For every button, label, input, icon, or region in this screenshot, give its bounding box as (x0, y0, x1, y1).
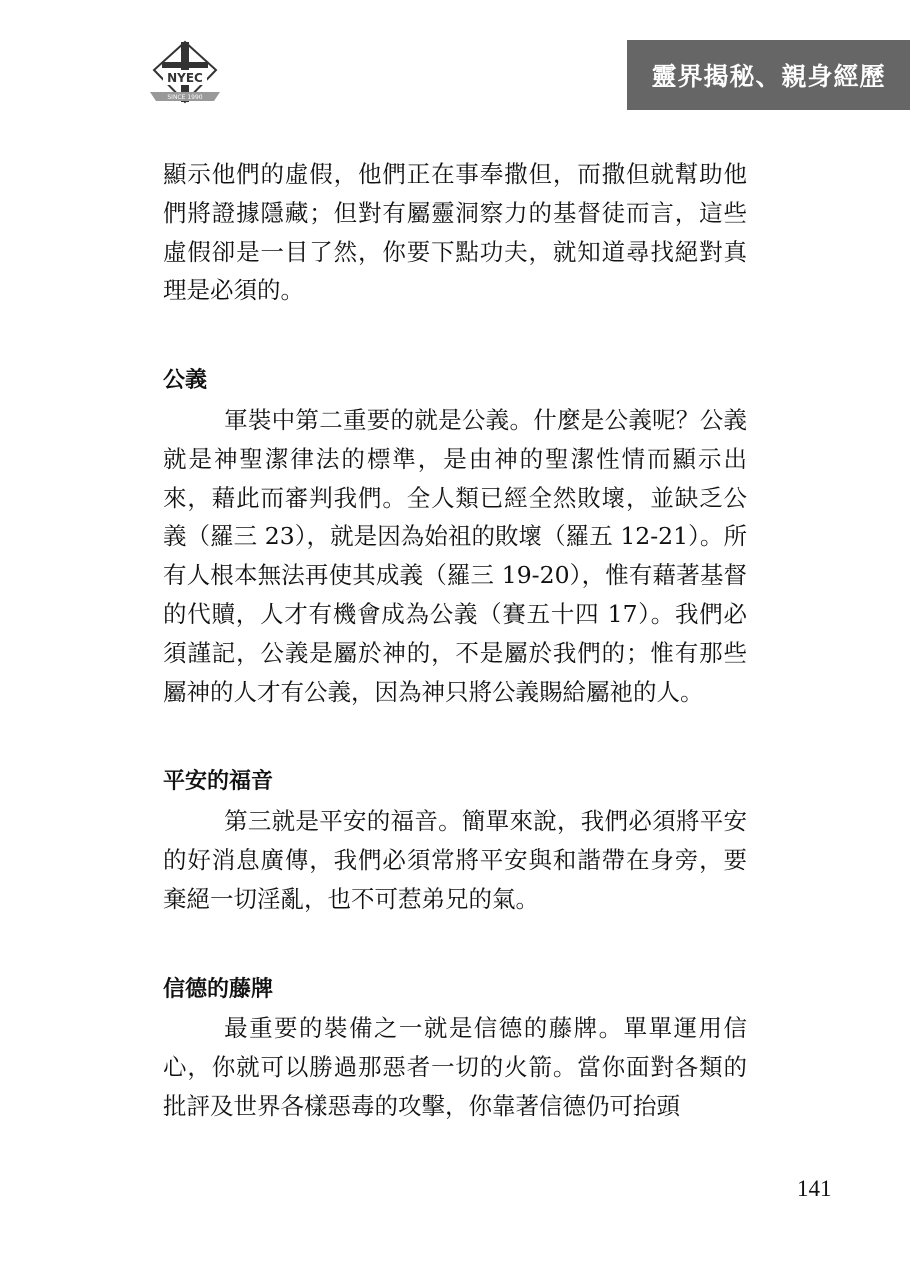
section-heading-shield-of-faith: 信德的藤牌 (163, 976, 274, 1002)
logo-subtext: SINCE 1990 (167, 94, 203, 101)
logo-text: NYEC (167, 71, 203, 85)
nyec-shield-icon (148, 40, 222, 110)
section-heading-gospel-of-peace: 平安的福音 (163, 769, 274, 795)
intro-paragraph: 顯示他們的虛假，他們正在事奉撒但，而撒但就幫助他們將證據隱藏；但對有屬靈洞察力的基督徒而言，這些虛假卻是一目了然，你要下點功夫，就知道尋找絕對真理是必須的。 (163, 160, 747, 305)
section-paragraph-righteousness: 軍裝中第二重要的就是公義。什麼是公義呢？公義就是神聖潔律法的標準，是由神的聖潔性情而顯示出來，藉此而審判我們。全人類已經全然敗壞，並缺乏公義（羅三 23），就是因為始祖的敗壞（羅五 12-21）。所有人根本無法再使其成義（羅三 19-20），惟有藉著基督的代贖，人才有機會成為公義（賽五十四 17）。我們必須謹記，公義是屬於神的，不是屬於我們的；惟有那些屬神的人才有公義，因為神只將公義賜給屬祂的人。 (163, 405, 747, 706)
chapter-title: 靈界揭秘、親身經歷 (651, 62, 886, 91)
section-paragraph-shield-of-faith: 最重要的裝備之一就是信德的藤牌。單單運用信心，你就可以勝過那惡者一切的火箭。當你面對各類的批評及世界各樣惡毒的攻擊，你靠著信德仍可抬頭 (163, 1014, 747, 1120)
page-number: 141 (797, 1176, 832, 1201)
chapter-title-bar (627, 40, 910, 110)
publisher-logo (148, 40, 222, 110)
section-paragraph-gospel-of-peace: 第三就是平安的福音。簡單來說，我們必須將平安的好消息廣傳，我們必須常將平安與和諧帶在身旁，要棄絕一切淫亂，也不可惹弟兄的氣。 (163, 807, 747, 913)
page-body (163, 155, 747, 1126)
section-heading-righteousness: 公義 (163, 368, 208, 394)
